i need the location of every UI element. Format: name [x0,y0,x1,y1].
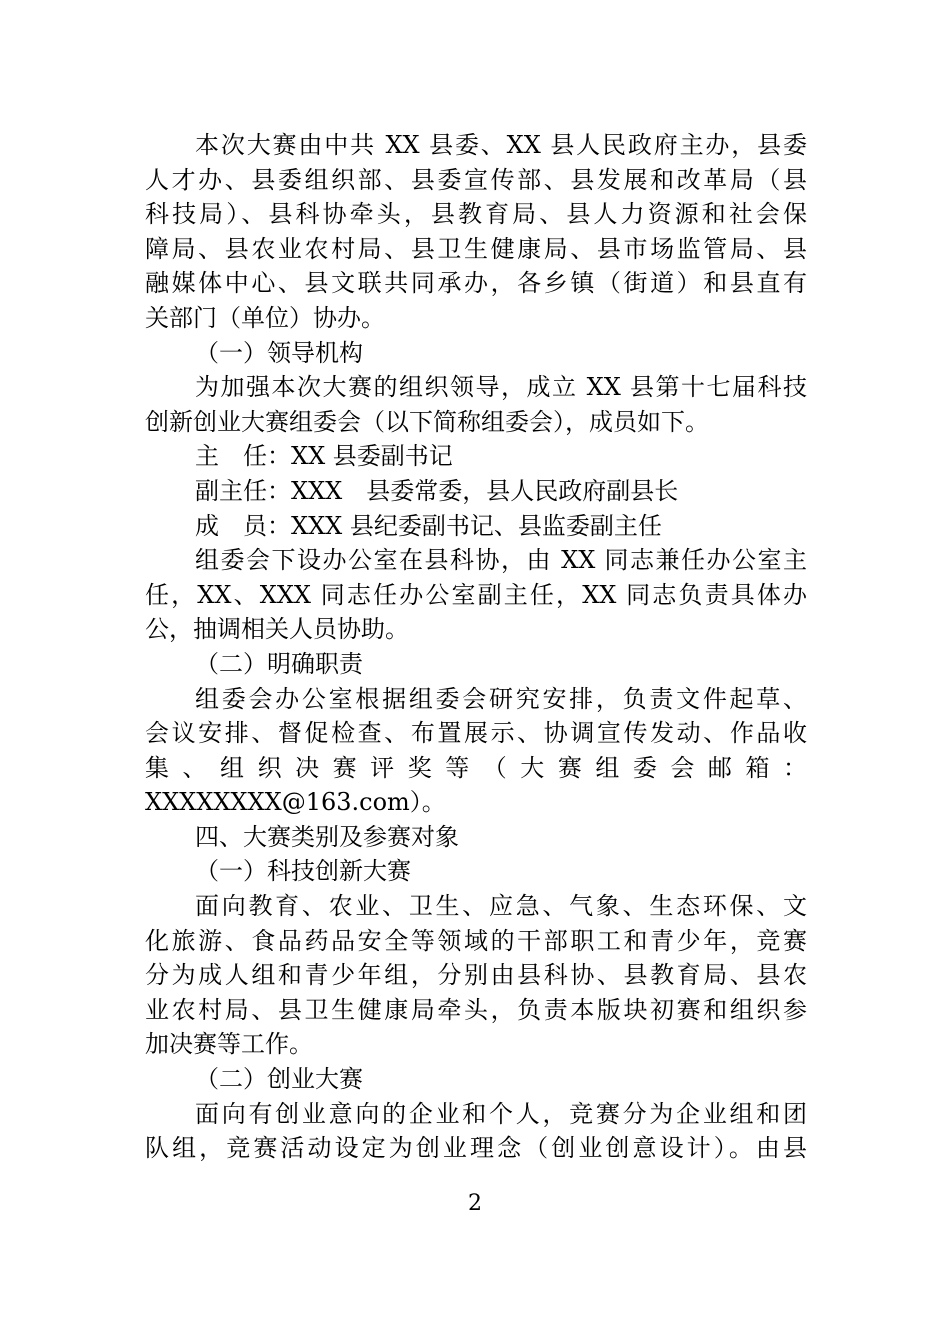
text-line: 面向有创业意向的企业和个人，竞赛分为企业组和团 [195,1099,807,1128]
text-line: 组委会办公室根据组委会研究安排，负责文件起草、 [195,684,807,713]
page-number: 2 [468,1191,482,1216]
text-line: 业农村局、县卫生健康局牵头，负责本版块初赛和组织参 [145,995,807,1024]
email-line: XXXXXXXX@163.com）。 [145,788,446,817]
text-line: 障局、县农业农村局、县卫生健康局、县市场监管局、县 [145,234,807,263]
text-line: 科技局）、县科协牵头，县教育局、县人力资源和社会保 [145,200,807,229]
section-heading: （二）创业大赛 [195,1065,363,1094]
text-line: 会议安排、督促检查、布置展示、协调宣传发动、作品收 [145,719,807,748]
section-heading: 四、大赛类别及参赛对象 [195,822,459,851]
text-line: 任，XX、XXX 同志任办公室副主任，XX 同志负责具体办 [145,580,807,609]
text-line: 本次大赛由中共 XX 县委、XX 县人民政府主办，县委 [195,131,807,159]
committee-members: 成 员：XXX 县纪委副书记、县监委副主任 [195,511,662,540]
text-line: 公，抽调相关人员协助。 [145,615,409,644]
text-line: 关部门（单位）协办。 [145,303,385,332]
text-line: 为加强本次大赛的组织领导，成立 XX 县第十七届科技 [195,373,807,402]
text-line: 创新创业大赛组委会（以下简称组委会），成员如下。 [145,407,709,436]
committee-director: 主 任：XX 县委副书记 [195,442,453,471]
text-line: 组委会下设办公室在县科协，由 XX 同志兼任办公室主 [195,546,807,575]
document-body [145,128,807,1166]
text-line: 队组，竞赛活动设定为创业理念（创业创意设计）。由县 [145,1134,807,1163]
section-heading: （一）领导机构 [195,338,363,367]
section-heading: （二）明确职责 [195,649,363,678]
section-heading: （一）科技创新大赛 [195,857,411,886]
text-line: 面向教育、农业、卫生、应急、气象、生态环保、文 [195,892,807,921]
text-line: 融媒体中心、县文联共同承办，各乡镇（街道）和县直有 [145,269,807,298]
committee-deputy-director: 副主任：XXX 县委常委，县人民政府副县长 [195,476,679,505]
text-line: 人才办、县委组织部、县委宣传部、县发展和改革局（县 [145,165,807,194]
text-line: 化旅游、食品药品安全等领域的干部职工和青少年，竞赛 [145,926,807,955]
text-line: 集 、 组 织 决 赛 评 奖 等 （ 大 赛 组 委 会 邮 箱 ： [145,753,807,782]
text-line: 加决赛等工作。 [145,1030,313,1059]
text-line: 分为成人组和青少年组，分别由县科协、县教育局、县农 [145,961,807,990]
